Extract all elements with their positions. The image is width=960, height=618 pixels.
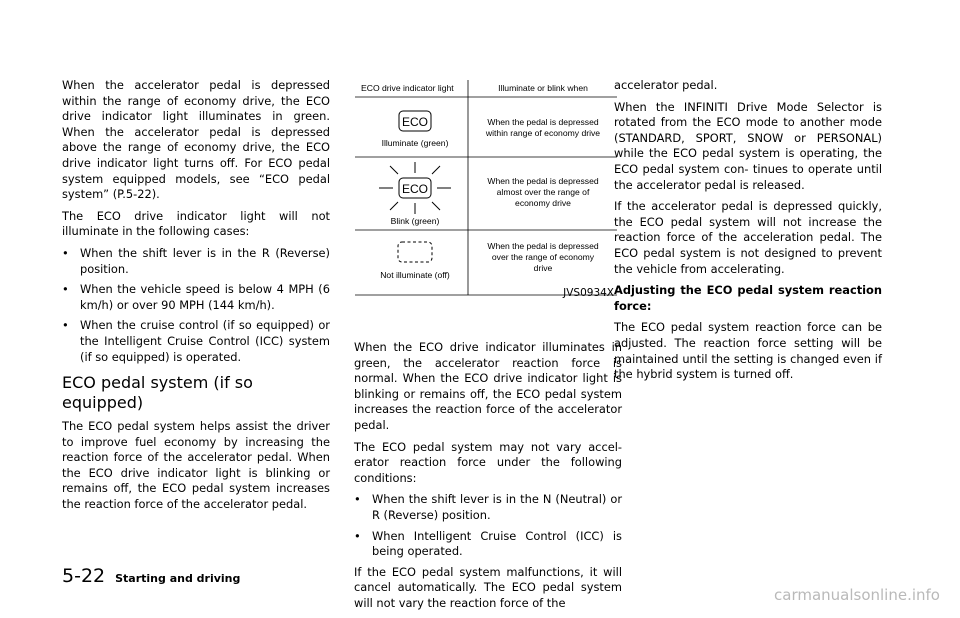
list-item — [62, 318, 330, 365]
page-footer — [62, 565, 240, 587]
list-item — [354, 492, 622, 523]
list-item — [62, 246, 330, 277]
subheading: Adjusting the ECO pedal system reaction force: — [614, 283, 882, 313]
bullet-icon: • — [354, 528, 361, 543]
paragraph: The ECO pedal system may not vary accel- erator reaction force under the following conditions: — [354, 439, 622, 485]
paragraph: The ECO drive indicator light will not illuminate in the following cases: — [62, 208, 330, 239]
condition-line: over the range of economy — [491, 252, 595, 262]
figure-header-left: ECO drive indicator light — [361, 83, 454, 93]
bullet-icon: • — [62, 282, 69, 297]
paragraph: When the accelerator pedal is depressed within the range of economy drive, the ECO drive indicator light illuminates in green. When the accelerator pedal is depressed above the range of economy drive, the ECO drive indicator light turns off. For ECO pedal system equipped models, see “ECO pedal system” (P.5-22). — [62, 78, 330, 202]
state-label: Blink (green) — [390, 216, 440, 226]
list-item-text: When the shift lever is in the N (Neutral) or R (Reverse) position. — [372, 492, 622, 522]
section-name: Starting and driving — [115, 572, 241, 585]
paragraph: accelerator pedal. — [614, 78, 718, 92]
bullet-icon: • — [62, 318, 69, 333]
paragraph: The ECO pedal system helps assist the driver to improve fuel economy by increasing the reaction force of the accelerator pedal. When the ECO drive indicator light is blinking or remains off, the ECO pedal system increases the reaction force of the accelerator pedal. — [62, 419, 330, 512]
condition-line: When the pedal is depressed — [487, 176, 599, 186]
eco-indicator-on-icon — [399, 111, 431, 131]
figure-header-right: Illuminate or blink when — [498, 83, 588, 93]
figure-code: JVS0934X — [563, 287, 614, 299]
eco-indicator-figure — [355, 80, 617, 305]
condition-line: When the pedal is depressed — [487, 117, 599, 127]
list-item — [62, 282, 330, 313]
state-label: Not illuminate (off) — [380, 270, 450, 280]
paragraph: If the ECO pedal system malfunctions, it will cancel automatically. The ECO pedal system will not vary the reaction force of the — [354, 564, 622, 610]
page-number: 5-22 — [62, 565, 106, 587]
bullet-icon: • — [62, 245, 69, 260]
condition-line: drive — [533, 263, 553, 273]
list-item-text: When the vehicle speed is below 4 MPH (6 km/h) or over 90 MPH (144 km/h). — [80, 282, 330, 312]
right-column — [614, 78, 882, 389]
state-label: Illuminate (green) — [381, 138, 449, 148]
section-heading: ECO pedal system (if so equipped) — [62, 373, 253, 413]
condition-line: within range of economy drive — [485, 128, 601, 138]
condition-line: economy drive — [515, 198, 571, 208]
eco-indicator-off-icon — [398, 242, 432, 262]
list-item-text: When Intelligent Cruise Control (ICC) is being operated. — [372, 528, 622, 559]
watermark: carmanualsonline.info — [774, 586, 940, 604]
list-item — [354, 529, 622, 560]
paragraph: When the INFINITI Drive Mode Selector is rotated from the ECO mode to another mode (STANDARD, SPORT, SNOW or PERSONAL) while the ECO pedal system is operating, the ECO pedal system con- tinues to operate until the accelerator pedal is released. — [614, 99, 882, 192]
eco-label: ECO — [401, 182, 429, 196]
eco-label: ECO — [401, 115, 429, 129]
condition-line: When the pedal is depressed — [487, 241, 599, 251]
paragraph: If the accelerator pedal is depressed quickly, the ECO pedal system will not increase the reaction force of the acceleration pedal. The ECO pedal system is not designed to prevent the vehicle from accelerating. — [614, 199, 882, 276]
list-item-text: When the cruise control (if so equipped) or the Intelligent Cruise Control (ICC) system (if so equipped) is operated. — [80, 318, 330, 364]
bullet-icon: • — [354, 492, 361, 507]
left-column — [62, 78, 330, 519]
middle-column — [354, 340, 622, 618]
paragraph: When the ECO drive indicator illuminates in green, the accelerator reaction force is normal. When the ECO drive indicator light is blinking or remains off, the ECO pedal system increases the reaction force of the accelerator pedal. — [354, 340, 622, 432]
eco-indicator-blink-icon — [379, 162, 451, 214]
paragraph: The ECO pedal system reaction force can be adjusted. The reaction force setting will be maintained until the setting is changed even if the hybrid system is turned off. — [614, 320, 882, 382]
list-item-text: When the shift lever is in the R (Reverse) position. — [80, 245, 330, 276]
condition-line: almost over the range of — [496, 187, 590, 197]
